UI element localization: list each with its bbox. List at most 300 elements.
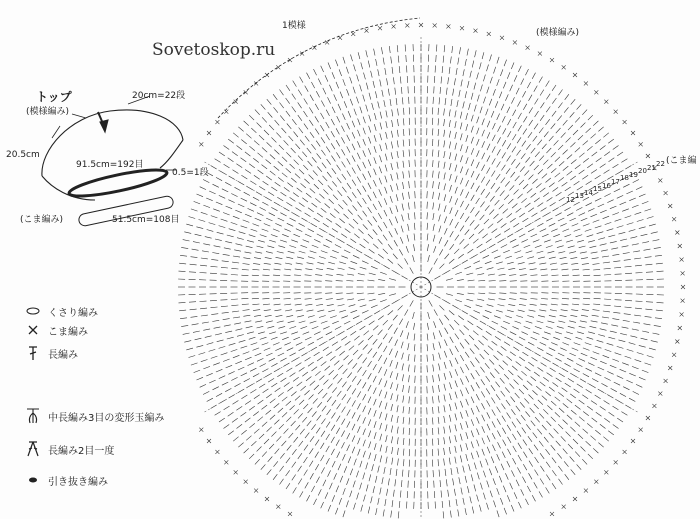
stitch-mark <box>460 456 462 463</box>
stitch-mark <box>344 466 347 473</box>
stitch-mark <box>549 387 555 391</box>
stitch-mark <box>380 300 387 302</box>
stitch-mark <box>249 423 254 427</box>
stitch-mark <box>271 235 278 237</box>
stitch-mark <box>389 294 396 296</box>
stitch-mark <box>260 337 267 339</box>
stitch-mark <box>477 117 479 124</box>
stitch-mark <box>308 408 313 413</box>
stitch-mark <box>274 263 281 264</box>
stitch-mark <box>246 436 251 441</box>
stitch-mark <box>482 153 485 159</box>
stitch-mark <box>466 421 468 428</box>
dim-height: 20.5cm <box>6 150 40 160</box>
stitch-mark <box>583 374 589 377</box>
stitch-mark <box>600 329 607 331</box>
stitch-mark <box>265 315 272 316</box>
stitch-mark <box>263 269 270 270</box>
stitch-mark <box>555 358 561 361</box>
stitch-mark <box>337 404 341 410</box>
single-crochet-icon <box>24 324 42 336</box>
sc-mark <box>325 40 329 44</box>
stitch-mark <box>477 299 484 300</box>
stitch-mark <box>336 128 339 134</box>
stitch-mark <box>403 150 404 157</box>
stitch-mark <box>438 374 439 381</box>
stitch-mark <box>242 304 249 305</box>
stitch-mark <box>397 416 398 423</box>
stitch-mark <box>378 213 382 219</box>
stitch-mark <box>384 467 385 474</box>
stitch-mark <box>617 152 623 156</box>
stitch-mark <box>348 359 353 364</box>
stitch-mark <box>327 268 334 269</box>
stitch-mark <box>432 118 433 125</box>
stitch-mark <box>534 198 540 202</box>
stitch-mark <box>327 159 331 165</box>
stitch-mark <box>492 445 495 451</box>
stitch-mark <box>549 433 554 438</box>
stitch-mark <box>281 378 287 382</box>
stitch-mark <box>625 356 632 358</box>
stitch-mark <box>596 412 602 416</box>
stitch-mark <box>376 508 377 515</box>
stitch-mark <box>347 146 350 152</box>
stitch-mark <box>601 250 608 251</box>
stitch-mark <box>310 132 314 138</box>
stitch-mark <box>533 136 537 142</box>
stitch-mark <box>275 223 281 226</box>
stitch-mark <box>484 219 489 224</box>
stitch-mark <box>334 94 337 100</box>
stitch-mark <box>309 395 314 400</box>
stitch-mark <box>374 399 377 406</box>
stitch-mark <box>385 165 387 172</box>
sc-mark <box>584 81 588 85</box>
stitch-mark <box>604 418 610 422</box>
stitch-mark <box>282 337 289 340</box>
stitch-mark <box>540 304 547 305</box>
stitch-mark <box>326 299 333 300</box>
stitch-mark <box>235 383 241 386</box>
stitch-mark <box>378 102 380 109</box>
stitch-mark <box>571 263 578 264</box>
stitch-mark <box>284 304 291 305</box>
stitch-mark <box>379 178 382 185</box>
stitch-mark <box>535 245 542 247</box>
stitch-mark <box>260 364 266 367</box>
stitch-mark <box>450 382 452 389</box>
stitch-mark <box>487 503 489 510</box>
stitch-mark <box>203 366 210 369</box>
stitch-mark <box>371 496 373 503</box>
stitch-mark <box>587 164 593 168</box>
stitch-mark <box>487 447 490 454</box>
stitch-mark <box>523 452 527 458</box>
stitch-mark <box>358 299 365 300</box>
stitch-mark <box>571 310 578 311</box>
stitch-mark <box>335 326 341 329</box>
stitch-mark <box>369 299 376 301</box>
stitch-mark <box>296 342 302 345</box>
stitch-mark <box>191 209 198 211</box>
sc-mark <box>538 52 542 56</box>
stitch-mark <box>595 346 602 348</box>
sc-mark <box>276 505 280 509</box>
stitch-mark <box>200 308 207 309</box>
stitch-mark <box>581 218 588 221</box>
schematic-title: トップ <box>36 90 72 104</box>
sc-mark <box>658 392 662 396</box>
stitch-mark <box>651 341 658 343</box>
stitch-mark <box>293 81 297 87</box>
stitch-mark <box>575 148 580 153</box>
stitch-mark <box>466 273 473 275</box>
stitch-mark <box>353 350 358 355</box>
stitch-mark <box>329 85 332 91</box>
stitch-mark <box>409 192 410 199</box>
stitch-mark <box>517 101 520 107</box>
stitch-mark <box>398 109 399 116</box>
stitch-mark <box>363 358 367 364</box>
stitch-mark <box>556 128 561 133</box>
stitch-mark <box>598 367 604 370</box>
stitch-mark <box>525 69 528 75</box>
stitch-mark <box>295 304 302 305</box>
stitch-mark <box>508 304 515 305</box>
stitch-mark <box>535 417 540 422</box>
stitch-mark <box>262 298 269 299</box>
stitch-mark <box>342 162 346 168</box>
stitch-mark <box>527 82 530 88</box>
stitch-mark <box>510 384 515 389</box>
stitch-mark <box>620 333 627 335</box>
stitch-mark <box>258 170 264 174</box>
stitch-mark <box>450 337 454 343</box>
stitch-mark <box>368 148 371 155</box>
stitch-mark <box>593 310 600 311</box>
stitch-mark <box>612 319 619 320</box>
stitch-mark <box>315 104 319 110</box>
stitch-mark <box>512 422 516 428</box>
stitch-mark <box>499 299 506 300</box>
stitch-mark <box>341 316 348 319</box>
stitch-mark <box>385 499 386 506</box>
stitch-mark <box>507 356 512 360</box>
stitch-mark <box>348 457 351 464</box>
stitch-mark <box>551 417 556 422</box>
stitch-mark <box>275 449 280 454</box>
stitch-mark <box>269 213 275 216</box>
stitch-mark <box>323 189 328 194</box>
stitch-mark <box>236 406 242 410</box>
stitch-mark <box>196 345 203 347</box>
stitch-mark <box>332 400 336 406</box>
stitch-mark <box>213 209 220 212</box>
stitch-mark <box>260 207 266 210</box>
stitch-mark <box>485 205 490 210</box>
stitch-mark <box>556 441 561 446</box>
stitch-mark <box>588 454 593 459</box>
stitch-mark <box>449 311 454 316</box>
stitch-mark <box>396 362 398 369</box>
stitch-mark <box>534 404 539 409</box>
stitch-mark <box>651 232 658 234</box>
stitch-mark <box>403 182 404 189</box>
stitch-mark <box>211 356 218 358</box>
stitch-mark <box>386 132 388 139</box>
stitch-mark <box>332 250 339 253</box>
stitch-mark <box>239 232 246 234</box>
stitch-mark <box>302 152 307 157</box>
stitch-mark <box>574 343 581 345</box>
stitch-mark <box>455 111 456 118</box>
stitch-mark <box>331 143 335 149</box>
stitch-mark <box>319 194 324 199</box>
stitch-mark <box>639 194 646 197</box>
stitch-mark <box>327 304 334 305</box>
stitch-mark <box>380 155 382 162</box>
stitch-mark <box>480 215 485 220</box>
stitch-mark <box>273 275 280 276</box>
sc-mark <box>664 191 668 195</box>
stitch-mark <box>471 195 475 201</box>
stitch-mark <box>547 164 552 169</box>
stitch-mark <box>373 388 376 394</box>
stitch-mark <box>271 207 277 210</box>
stitch-mark <box>635 360 642 362</box>
stitch-mark <box>252 269 259 270</box>
sc-mark <box>265 497 269 501</box>
stitch-mark <box>555 173 560 177</box>
stitch-mark <box>567 415 572 420</box>
stitch-mark <box>268 457 273 462</box>
stitch-mark <box>482 426 485 432</box>
sc-mark <box>526 46 530 50</box>
stitch-mark <box>369 126 371 133</box>
stitch-mark <box>558 145 563 150</box>
stitch-mark <box>604 299 611 300</box>
stitch-mark <box>433 375 434 382</box>
stitch-mark <box>385 414 387 421</box>
stitch-mark <box>326 218 332 222</box>
stitch-mark <box>193 331 200 332</box>
stitch-mark <box>433 160 434 167</box>
stitch-mark <box>298 413 303 418</box>
stitch-mark <box>363 429 366 436</box>
stitch-mark <box>250 181 256 185</box>
stitch-mark <box>455 346 459 352</box>
sc-mark <box>675 231 679 235</box>
stitch-mark <box>258 417 263 422</box>
sc-mark <box>351 32 355 36</box>
stitch-mark <box>439 249 443 255</box>
stitch-mark <box>386 143 388 150</box>
stitch-mark <box>456 499 457 506</box>
stitch-mark <box>614 267 621 268</box>
stitch-mark <box>314 69 317 75</box>
stitch-mark <box>629 230 636 232</box>
stitch-mark <box>211 216 218 218</box>
stitch-mark <box>533 433 537 439</box>
stitch-mark <box>507 262 514 264</box>
sc-mark <box>672 217 676 221</box>
stitch-mark <box>326 134 330 140</box>
sc-mark <box>199 142 203 146</box>
stitch-mark <box>368 171 371 177</box>
stitch-mark <box>223 359 230 362</box>
stitch-mark <box>343 200 348 205</box>
stitch-mark <box>318 79 321 85</box>
stitch-mark <box>284 429 289 434</box>
stitch-mark <box>483 471 485 478</box>
stitch-mark <box>374 410 376 417</box>
stitch-mark <box>310 473 314 479</box>
stitch-mark <box>407 332 409 339</box>
stitch-mark <box>427 191 428 198</box>
stitch-mark <box>512 326 518 329</box>
stitch-mark <box>460 412 462 419</box>
stitch-mark <box>357 202 361 208</box>
stitch-mark <box>363 95 365 102</box>
stitch-mark <box>241 373 247 376</box>
stitch-mark <box>264 439 269 444</box>
stitch-mark <box>487 481 489 488</box>
stitch-mark <box>539 77 543 83</box>
stitch-mark <box>455 176 457 183</box>
stitch-mark <box>455 165 457 172</box>
stitch-mark <box>299 169 304 174</box>
stitch-mark <box>382 90 383 97</box>
stitch-mark <box>458 316 464 320</box>
stitch-mark <box>321 251 328 253</box>
stitch-mark <box>360 244 366 248</box>
stitch-mark <box>579 326 586 328</box>
stitch-mark <box>395 351 397 358</box>
stitch-mark <box>486 239 492 243</box>
stitch-mark <box>511 470 514 476</box>
stitch-mark <box>535 152 540 157</box>
stitch-mark <box>264 130 269 135</box>
stitch-mark <box>229 343 236 345</box>
stitch-mark <box>358 449 361 456</box>
stitch-mark <box>347 196 351 201</box>
stitch-mark <box>551 401 556 406</box>
stitch-mark <box>486 388 490 394</box>
stitch-mark <box>328 470 331 476</box>
stitch-mark <box>490 77 492 84</box>
stitch-mark <box>280 479 284 485</box>
stitch-mark <box>403 449 404 456</box>
stitch-mark <box>373 352 377 358</box>
stitch-mark <box>549 183 555 187</box>
stitch-mark <box>236 329 243 331</box>
stitch-mark <box>515 393 520 398</box>
stitch-mark <box>288 321 295 323</box>
stitch-mark <box>529 473 533 479</box>
stitch-mark <box>591 252 598 253</box>
stitch-mark <box>617 226 624 228</box>
stitch-mark <box>395 340 398 346</box>
stitch-mark <box>577 332 584 334</box>
stitch-mark <box>347 123 350 129</box>
stitch-mark <box>444 119 445 126</box>
stitch-mark <box>352 168 356 174</box>
stitch-mark <box>254 258 261 259</box>
stitch-mark <box>465 230 470 235</box>
stitch-mark <box>502 428 506 434</box>
stitch-mark <box>336 416 340 422</box>
stitch-mark <box>565 383 571 387</box>
stitch-mark <box>338 365 343 370</box>
stitch-mark <box>551 445 556 450</box>
stitch-mark <box>349 346 354 351</box>
stitch-mark <box>258 153 263 158</box>
stitch-mark <box>502 416 506 422</box>
round-number: 22 <box>656 160 665 168</box>
stitch-mark <box>565 235 572 237</box>
stitch-mark <box>465 339 470 344</box>
stitch-mark <box>563 229 570 232</box>
stitch-mark <box>284 187 290 191</box>
stitch-mark <box>436 45 437 52</box>
sc-mark <box>365 29 369 33</box>
stitch-mark <box>503 82 506 89</box>
stitch-mark <box>337 165 341 171</box>
stitch-mark <box>467 486 469 493</box>
stitch-mark <box>414 334 415 341</box>
sc-mark <box>405 23 409 27</box>
stitch-mark <box>296 263 303 264</box>
stitch-mark <box>497 162 501 168</box>
stitch-mark <box>517 419 521 425</box>
stitch-mark <box>415 202 416 209</box>
stitch-mark <box>331 131 335 137</box>
stitch-mark <box>223 319 230 320</box>
stitch-mark <box>547 197 553 201</box>
stitch-mark <box>228 200 234 203</box>
stitch-mark <box>539 263 546 264</box>
stitch-mark <box>627 349 634 351</box>
stitch-mark <box>336 428 340 434</box>
stitch-mark <box>526 157 531 162</box>
stitch-mark <box>231 377 237 380</box>
stitch-mark <box>238 367 244 370</box>
stitch-mark <box>485 261 492 263</box>
stitch-mark <box>197 194 204 197</box>
stitch-mark <box>270 155 275 160</box>
stitch-mark <box>439 226 441 233</box>
stitch-mark <box>512 204 517 209</box>
stitch-mark <box>540 382 546 386</box>
stitch-mark <box>291 421 296 426</box>
stitch-mark <box>349 224 354 229</box>
stitch-mark <box>313 398 318 403</box>
stitch-mark <box>486 376 490 382</box>
stitch-mark <box>298 479 302 485</box>
stitch-mark <box>308 208 314 212</box>
stitch-mark <box>397 173 398 180</box>
stitch-mark <box>345 341 351 345</box>
sc-mark <box>681 285 685 289</box>
stitch-mark <box>408 365 409 372</box>
round-number: 12 <box>566 196 575 204</box>
stitch-mark <box>305 275 312 276</box>
stitch-mark <box>413 244 414 251</box>
stitch-mark <box>471 171 474 177</box>
stitch-mark <box>326 275 333 276</box>
stitch-mark <box>219 376 225 379</box>
